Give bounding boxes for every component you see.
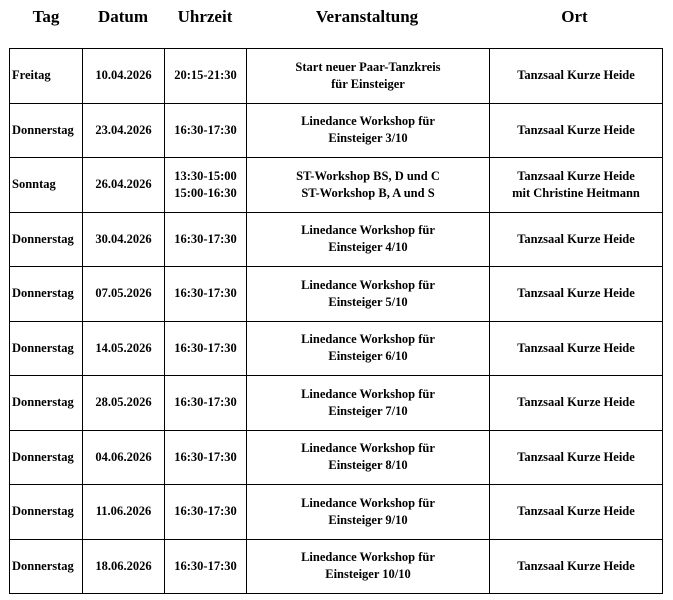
cell-veranstaltung-line: Linedance Workshop für <box>301 441 435 456</box>
table-row <box>10 485 663 540</box>
cell-uhrzeit-line: 20:15-21:30 <box>174 68 237 83</box>
cell-veranstaltung <box>247 485 490 540</box>
cell-ort <box>490 103 663 158</box>
cell-uhrzeit <box>165 212 247 267</box>
cell-tag: Donnerstag <box>10 485 83 540</box>
cell-ort <box>490 430 663 485</box>
cell-veranstaltung-line: Einsteiger 5/10 <box>328 294 408 309</box>
cell-uhrzeit-line: 16:30-17:30 <box>174 340 237 355</box>
cell-uhrzeit <box>165 430 247 485</box>
cell-tag: Donnerstag <box>10 267 83 322</box>
cell-tag: Donnerstag <box>10 376 83 431</box>
cell-uhrzeit <box>165 485 247 540</box>
cell-ort-line: Tanzsaal Kurze Heide <box>517 504 635 519</box>
cell-veranstaltung-line: Linedance Workshop für <box>301 114 435 129</box>
cell-uhrzeit-line: 16:30-17:30 <box>174 286 237 301</box>
table-row <box>10 267 663 322</box>
cell-veranstaltung <box>247 158 490 213</box>
cell-datum: 04.06.2026 <box>83 430 165 485</box>
cell-datum: 28.05.2026 <box>83 376 165 431</box>
cell-ort <box>490 212 663 267</box>
cell-veranstaltung-line: Linedance Workshop für <box>301 277 435 292</box>
cell-datum: 18.06.2026 <box>83 539 165 594</box>
cell-datum: 07.05.2026 <box>83 267 165 322</box>
cell-veranstaltung <box>247 103 490 158</box>
cell-uhrzeit-line: 16:30-17:30 <box>174 504 237 519</box>
table-row <box>10 103 663 158</box>
cell-uhrzeit <box>165 321 247 376</box>
cell-uhrzeit <box>165 103 247 158</box>
cell-ort <box>490 158 663 213</box>
cell-veranstaltung-line: Einsteiger 7/10 <box>328 403 408 418</box>
cell-ort-line: mit Christine Heitmann <box>512 185 640 200</box>
table-row <box>10 321 663 376</box>
cell-ort <box>490 376 663 431</box>
cell-veranstaltung <box>247 430 490 485</box>
table-row <box>10 212 663 267</box>
cell-veranstaltung-line: Linedance Workshop für <box>301 223 435 238</box>
cell-uhrzeit-line: 13:30-15:00 <box>174 168 237 183</box>
cell-tag: Donnerstag <box>10 430 83 485</box>
cell-veranstaltung-line: für Einsteiger <box>331 76 405 91</box>
table-row <box>10 539 663 594</box>
cell-ort <box>490 267 663 322</box>
cell-ort <box>490 485 663 540</box>
cell-uhrzeit-line: 15:00-16:30 <box>174 185 237 200</box>
cell-tag: Sonntag <box>10 158 83 213</box>
cell-veranstaltung-line: Einsteiger 9/10 <box>328 512 408 527</box>
cell-ort-line: Tanzsaal Kurze Heide <box>517 558 635 573</box>
header-uhrzeit: Uhrzeit <box>177 7 233 26</box>
header-datum: Datum <box>97 7 149 26</box>
cell-veranstaltung <box>247 49 490 104</box>
cell-uhrzeit <box>165 267 247 322</box>
cell-uhrzeit-line: 16:30-17:30 <box>174 122 237 137</box>
cell-uhrzeit-line: 16:30-17:30 <box>174 395 237 410</box>
cell-veranstaltung <box>247 321 490 376</box>
cell-uhrzeit-line: 16:30-17:30 <box>174 231 237 246</box>
cell-tag: Freitag <box>10 49 83 104</box>
cell-veranstaltung-line: ST-Workshop B, A und S <box>301 185 435 200</box>
cell-uhrzeit <box>165 49 247 104</box>
cell-datum: 10.04.2026 <box>83 49 165 104</box>
table-row <box>10 49 663 104</box>
cell-datum: 11.06.2026 <box>83 485 165 540</box>
cell-tag: Donnerstag <box>10 212 83 267</box>
cell-veranstaltung-line: Einsteiger 6/10 <box>328 349 408 364</box>
cell-veranstaltung-line: Einsteiger 3/10 <box>328 131 408 146</box>
cell-ort-line: Tanzsaal Kurze Heide <box>517 68 635 83</box>
header-ort: Ort <box>561 7 588 26</box>
cell-veranstaltung-line: Einsteiger 4/10 <box>328 240 408 255</box>
cell-ort-line: Tanzsaal Kurze Heide <box>517 286 635 301</box>
cell-veranstaltung-line: Linedance Workshop für <box>301 332 435 347</box>
cell-ort <box>490 49 663 104</box>
cell-tag: Donnerstag <box>10 103 83 158</box>
cell-ort-line: Tanzsaal Kurze Heide <box>517 340 635 355</box>
cell-veranstaltung-line: Einsteiger 10/10 <box>325 567 411 582</box>
header-veranstaltung: Veranstaltung <box>315 7 419 26</box>
cell-veranstaltung-line: Einsteiger 8/10 <box>328 458 408 473</box>
cell-uhrzeit <box>165 158 247 213</box>
cell-uhrzeit-line: 16:30-17:30 <box>174 449 237 464</box>
cell-uhrzeit-line: 16:30-17:30 <box>174 558 237 573</box>
table-row <box>10 158 663 213</box>
cell-tag: Donnerstag <box>10 321 83 376</box>
cell-veranstaltung <box>247 267 490 322</box>
cell-ort <box>490 539 663 594</box>
cell-veranstaltung-line: Linedance Workshop für <box>301 550 435 565</box>
cell-ort-line: Tanzsaal Kurze Heide <box>517 122 635 137</box>
cell-ort-line: Tanzsaal Kurze Heide <box>517 395 635 410</box>
table-header <box>0 0 673 40</box>
cell-datum: 14.05.2026 <box>83 321 165 376</box>
cell-veranstaltung-line: Linedance Workshop für <box>301 386 435 401</box>
cell-tag: Donnerstag <box>10 539 83 594</box>
schedule-rows <box>10 49 663 594</box>
cell-veranstaltung <box>247 539 490 594</box>
cell-veranstaltung-line: Linedance Workshop für <box>301 495 435 510</box>
schedule-table <box>9 48 663 594</box>
cell-uhrzeit <box>165 539 247 594</box>
cell-veranstaltung-line: Start neuer Paar-Tanzkreis <box>295 59 441 74</box>
cell-datum: 30.04.2026 <box>83 212 165 267</box>
cell-veranstaltung <box>247 376 490 431</box>
header-tag: Tag <box>32 7 60 26</box>
cell-datum: 26.04.2026 <box>83 158 165 213</box>
cell-ort-line: Tanzsaal Kurze Heide <box>517 168 635 183</box>
cell-ort-line: Tanzsaal Kurze Heide <box>517 449 635 464</box>
cell-veranstaltung-line: ST-Workshop BS, D und C <box>296 168 440 183</box>
cell-veranstaltung <box>247 212 490 267</box>
cell-uhrzeit <box>165 376 247 431</box>
cell-ort <box>490 321 663 376</box>
table-row <box>10 430 663 485</box>
cell-datum: 23.04.2026 <box>83 103 165 158</box>
cell-ort-line: Tanzsaal Kurze Heide <box>517 231 635 246</box>
table-row <box>10 376 663 431</box>
